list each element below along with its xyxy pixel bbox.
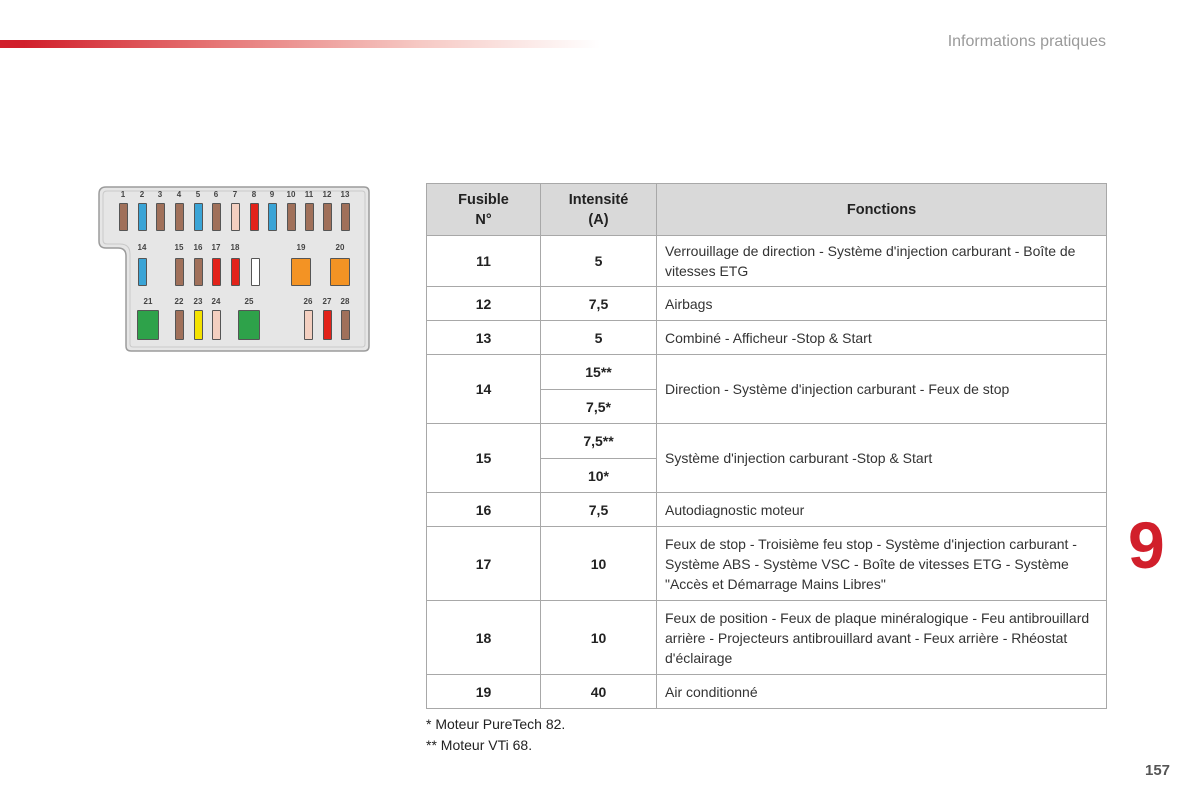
fuse-label: 6 (213, 190, 219, 199)
fuse (291, 258, 311, 286)
footnote-puretech: * Moteur PureTech 82. (426, 716, 566, 732)
fuse-label: 20 (335, 243, 345, 252)
fuse-label: 28 (340, 297, 350, 306)
fuse-label: 3 (157, 190, 163, 199)
fuse-label: 19 (296, 243, 306, 252)
function-cell: Verrouillage de direction - Système d'injection carburant - Boîte de vitesses ETG (657, 236, 1107, 287)
fuse (175, 203, 184, 231)
fuse-label: 11 (304, 190, 314, 199)
fuse (305, 203, 314, 231)
function-cell: Feux de position - Feux de plaque minéralogique - Feu antibrouillard arrière - Projecteurs antibrouillard avant - Feux arrière - Rhéostat d'éclairage (657, 601, 1107, 675)
fuse-label: 16 (193, 243, 203, 252)
fuse-label: 7 (232, 190, 238, 199)
amperage-cell: 7,5 (541, 493, 657, 527)
fuse-label: 4 (176, 190, 182, 199)
function-cell: Direction - Système d'injection carburant - Feux de stop (657, 355, 1107, 424)
amperage-cell: 7,5* (541, 390, 657, 424)
amperage-cell: 15** (541, 355, 657, 390)
table-row (427, 601, 1107, 675)
fuse (304, 310, 313, 340)
function-cell: Airbags (657, 287, 1107, 321)
fuse-label: 27 (322, 297, 332, 306)
table-row (427, 321, 1107, 355)
fuse-label: 15 (174, 243, 184, 252)
table-row (427, 287, 1107, 321)
table-row (427, 236, 1107, 287)
table-row (427, 527, 1107, 601)
fuse-label: 24 (211, 297, 221, 306)
fuse (138, 203, 147, 231)
header-functions: Fonctions (657, 184, 1107, 236)
amperage-cell: 10 (541, 527, 657, 601)
fuse (323, 203, 332, 231)
fuse-label: 8 (251, 190, 257, 199)
function-cell: Autodiagnostic moteur (657, 493, 1107, 527)
table-row (427, 675, 1107, 709)
fuse (341, 310, 350, 340)
table-header-row (427, 184, 1107, 236)
fuse-number-cell: 11 (427, 236, 541, 287)
header-amperage: Intensité (A) (541, 184, 657, 236)
fuse-number-cell: 12 (427, 287, 541, 321)
function-cell: Combiné - Afficheur -Stop & Start (657, 321, 1107, 355)
fuse-label: 2 (139, 190, 145, 199)
amperage-cell: 5 (541, 236, 657, 287)
fuse (212, 203, 221, 231)
fuse (341, 203, 350, 231)
table-body (427, 236, 1107, 709)
footnote-vti: ** Moteur VTi 68. (426, 737, 533, 753)
fuse (194, 258, 203, 286)
function-cell: Système d'injection carburant -Stop & Start (657, 424, 1107, 493)
function-cell: Air conditionné (657, 675, 1107, 709)
fuse-label: 25 (244, 297, 254, 306)
fuse-label: 21 (143, 297, 153, 306)
fuse (268, 203, 277, 231)
page-number: 157 (1145, 762, 1171, 779)
fuse (330, 258, 350, 286)
fuse-number-cell: 16 (427, 493, 541, 527)
table-row (427, 493, 1107, 527)
fuse-label: 17 (211, 243, 221, 252)
fuse (194, 310, 203, 340)
fuse (238, 310, 260, 340)
fuse (137, 310, 159, 340)
fuse-table (426, 183, 1107, 709)
fuse (194, 203, 203, 231)
fuse-label: 12 (322, 190, 332, 199)
fuse-box-diagram (98, 186, 370, 352)
fuse (175, 310, 184, 340)
fuse-number-cell: 15 (427, 424, 541, 493)
fuse (138, 258, 147, 286)
fuse (156, 203, 165, 231)
fuse-label: 23 (193, 297, 203, 306)
table-row (427, 424, 1107, 459)
amperage-cell: 40 (541, 675, 657, 709)
fuse-label: 10 (286, 190, 296, 199)
amperage-cell: 7,5** (541, 424, 657, 459)
amperage-cell: 10* (541, 459, 657, 493)
section-title: Informations pratiques (947, 33, 1106, 50)
fuse-label: 18 (230, 243, 240, 252)
amperage-cell: 5 (541, 321, 657, 355)
fuse-label: 1 (120, 190, 126, 199)
fuse (212, 310, 221, 340)
fuse-number-cell: 19 (427, 675, 541, 709)
header-accent-bar (0, 40, 600, 48)
fuse (119, 203, 128, 231)
amperage-cell: 10 (541, 601, 657, 675)
fuse (251, 258, 260, 286)
fuse-label: 14 (137, 243, 147, 252)
fuse (231, 258, 240, 286)
fuse-label: 22 (174, 297, 184, 306)
chapter-number: 9 (1128, 508, 1165, 582)
fuse-number-cell: 18 (427, 601, 541, 675)
fuse-number-cell: 14 (427, 355, 541, 424)
fuse-label: 13 (340, 190, 350, 199)
amperage-cell: 7,5 (541, 287, 657, 321)
fuse (231, 203, 240, 231)
fuse-label: 26 (303, 297, 313, 306)
fuse (250, 203, 259, 231)
function-cell: Feux de stop - Troisième feu stop - Système d'injection carburant - Système ABS - Système VSC - Boîte de vitesses ETG - Système "Accès et Démarrage Mains Libres" (657, 527, 1107, 601)
header-fuse-number: Fusible N° (427, 184, 541, 236)
table-row (427, 355, 1107, 390)
fuse-label: 9 (269, 190, 275, 199)
fuse-label: 5 (195, 190, 201, 199)
fuse-number-cell: 17 (427, 527, 541, 601)
fuse (323, 310, 332, 340)
fuse (212, 258, 221, 286)
fuse (287, 203, 296, 231)
fuse (175, 258, 184, 286)
fuse-number-cell: 13 (427, 321, 541, 355)
